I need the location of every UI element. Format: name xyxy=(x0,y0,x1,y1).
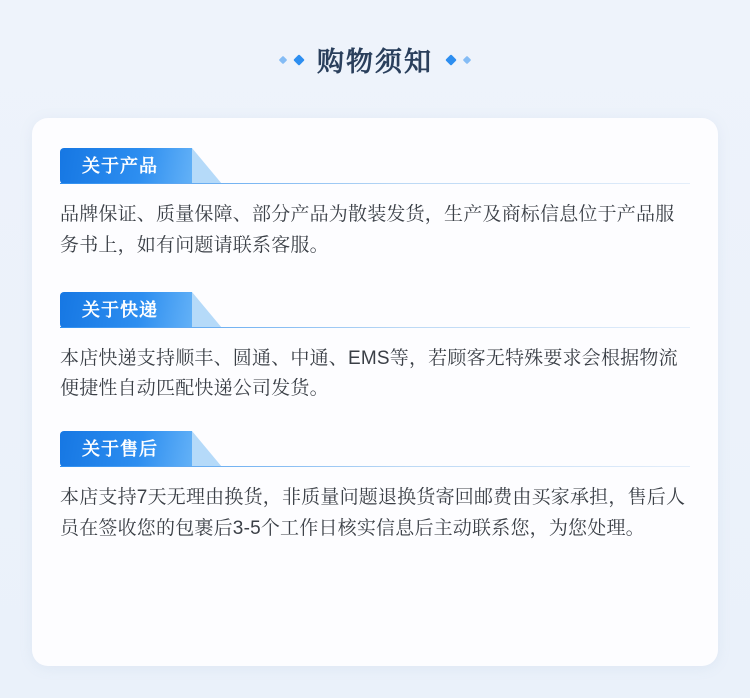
section-divider xyxy=(60,183,690,184)
ornament-right xyxy=(447,56,470,64)
section-body: 本店支持7天无理由换货，非质量问题退换货寄回邮费由买家承担，售后人员在签收您的包裹后3-5个工作日核实信息后主动联系您，为您处理。 xyxy=(60,487,686,539)
section-label: 关于产品 xyxy=(60,148,192,184)
notice-section-product xyxy=(32,118,718,262)
page-title-row xyxy=(0,0,750,79)
notice-card xyxy=(32,118,718,666)
section-header xyxy=(60,431,690,467)
page-title: 购物须知 xyxy=(317,47,433,77)
spacer xyxy=(32,262,718,292)
diamond-icon xyxy=(293,54,304,65)
diamond-icon xyxy=(445,54,456,65)
diamond-small-icon xyxy=(463,55,471,63)
section-header xyxy=(60,292,690,328)
section-divider xyxy=(60,327,690,328)
section-body: 本店快递支持顺丰、圆通、中通、EMS等，若顾客无特殊要求会根据物流便捷性自动匹配快递公司发货。 xyxy=(60,347,678,400)
section-body: 品牌保证、质量保障、部分产品为散装发货，生产及商标信息位于产品服务书上，如有问题请联系客服。 xyxy=(60,204,675,256)
section-label: 关于快递 xyxy=(60,292,192,328)
notice-section-after-sales xyxy=(32,431,718,545)
section-divider xyxy=(60,466,690,467)
section-header xyxy=(60,148,690,184)
notice-section-shipping xyxy=(32,292,718,406)
spacer xyxy=(32,405,718,431)
section-label: 关于售后 xyxy=(60,431,192,467)
ornament-left xyxy=(280,56,303,64)
diamond-small-icon xyxy=(279,55,287,63)
